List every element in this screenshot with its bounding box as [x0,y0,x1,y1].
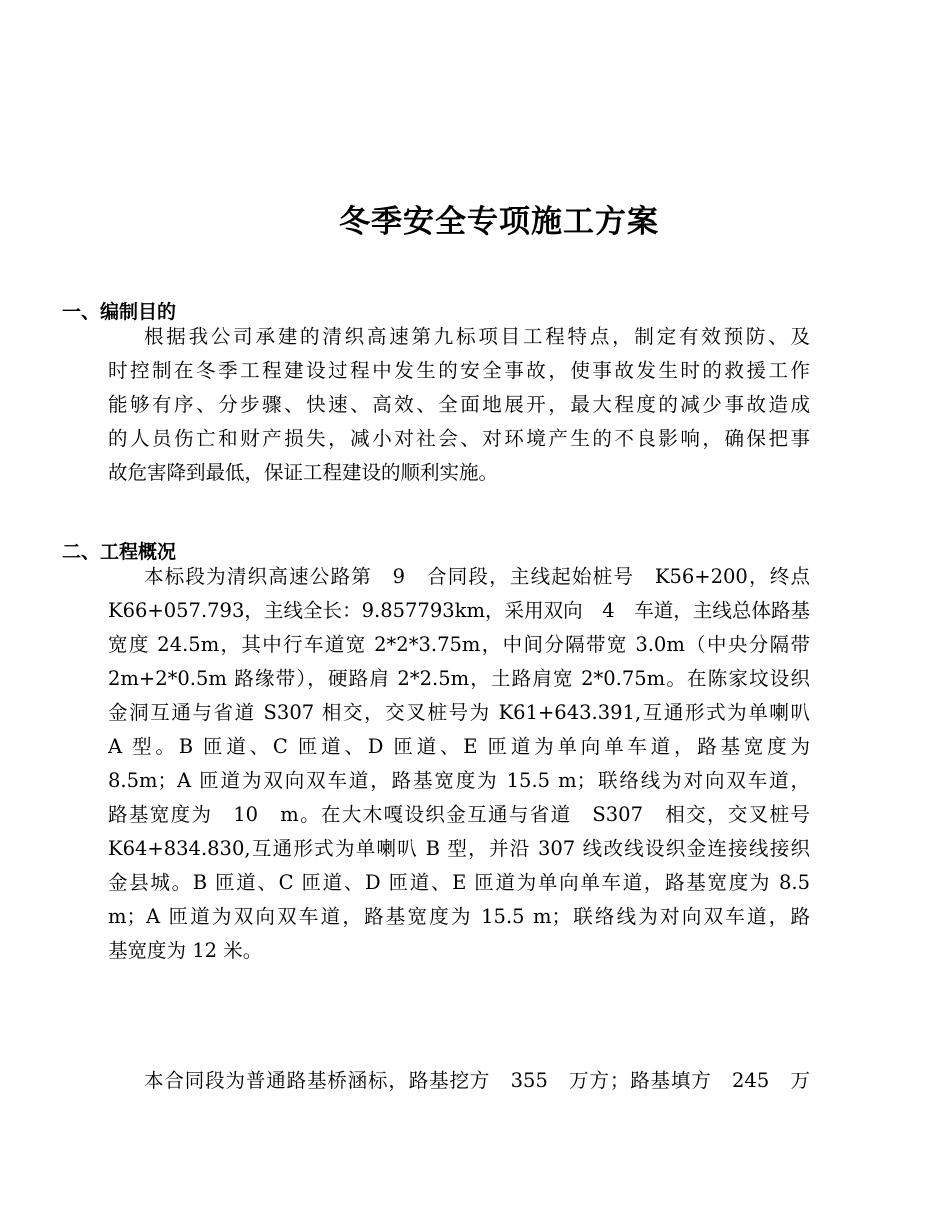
paragraph-line: 宽度 24.5m，其中行车道宽 2*2*3.75m，中间分隔带宽 3.0m（中央分隔带 [108,633,810,656]
paragraph-line: K64+834.830,互通形式为单喇叭 B 型，并沿 307 线改线设织金连接线接织 [108,837,810,860]
paragraph-line: 时控制在冬季工程建设过程中发生的安全事故，使事故发生时的救援工作 [108,359,810,382]
paragraph-line: 金县城。B 匝道、C 匝道、D 匝道、E 匝道为单向单车道，路基宽度为 8.5 [108,871,810,894]
paragraph-line: 本合同段为普通路基桥涵标，路基挖方 355 万方；路基填方 245 万 [144,1069,810,1092]
section-heading-overview: 二、工程概况 [62,541,177,563]
paragraph-scope [108,1064,810,1098]
paragraph-line: 金洞互通与省道 S307 相交，交叉桩号为 K61+643.391,互通形式为单喇叭 [108,701,810,724]
paragraph-line: 故危害降到最低，保证工程建设的顺利实施。 [108,461,499,484]
paragraph-line: m；A 匝道为双向双车道，路基宽度为 15.5 m；联络线为对向双车道，路 [108,905,810,928]
paragraph-line: 本标段为清织高速公路第 9 合同段，主线起始桩号 K56+200，终点 [144,565,810,588]
paragraph-line: 根据我公司承建的清织高速第九标项目工程特点，制定有效预防、及 [144,325,810,348]
paragraph-line: 路基宽度为 10 m。在大木嘎设织金互通与省道 S307 相交，交叉桩号 [108,803,810,826]
paragraph-purpose [108,320,810,490]
paragraph-line: 基宽度为 12 米。 [108,939,263,962]
paragraph-line: 的人员伤亡和财产损失，减小对社会、对环境产生的不良影响，确保把事 [108,427,810,450]
paragraph-line: A 型。B 匝道、C 匝道、D 匝道、E 匝道为单向单车道，路基宽度为 [108,735,810,758]
section-heading-purpose: 一、编制目的 [62,301,177,323]
paragraph-line: 8.5m；A 匝道为双向双车道，路基宽度为 15.5 m；联络线为对向双车道， [108,769,810,792]
paragraph-line: K66+057.793，主线全长：9.857793km，采用双向 4 车道，主线总体路基 [108,599,810,622]
paragraph-overview [108,560,810,968]
paragraph-line: 2m+2*0.5m 路缘带），硬路肩 2*2.5m，土路肩宽 2*0.75m。在陈家坟设织 [108,667,810,690]
document-title: 冬季安全专项施工方案 [339,204,659,240]
paragraph-line: 能够有序、分步骤、快速、高效、全面地展开，最大程度的减少事故造成 [108,393,810,416]
